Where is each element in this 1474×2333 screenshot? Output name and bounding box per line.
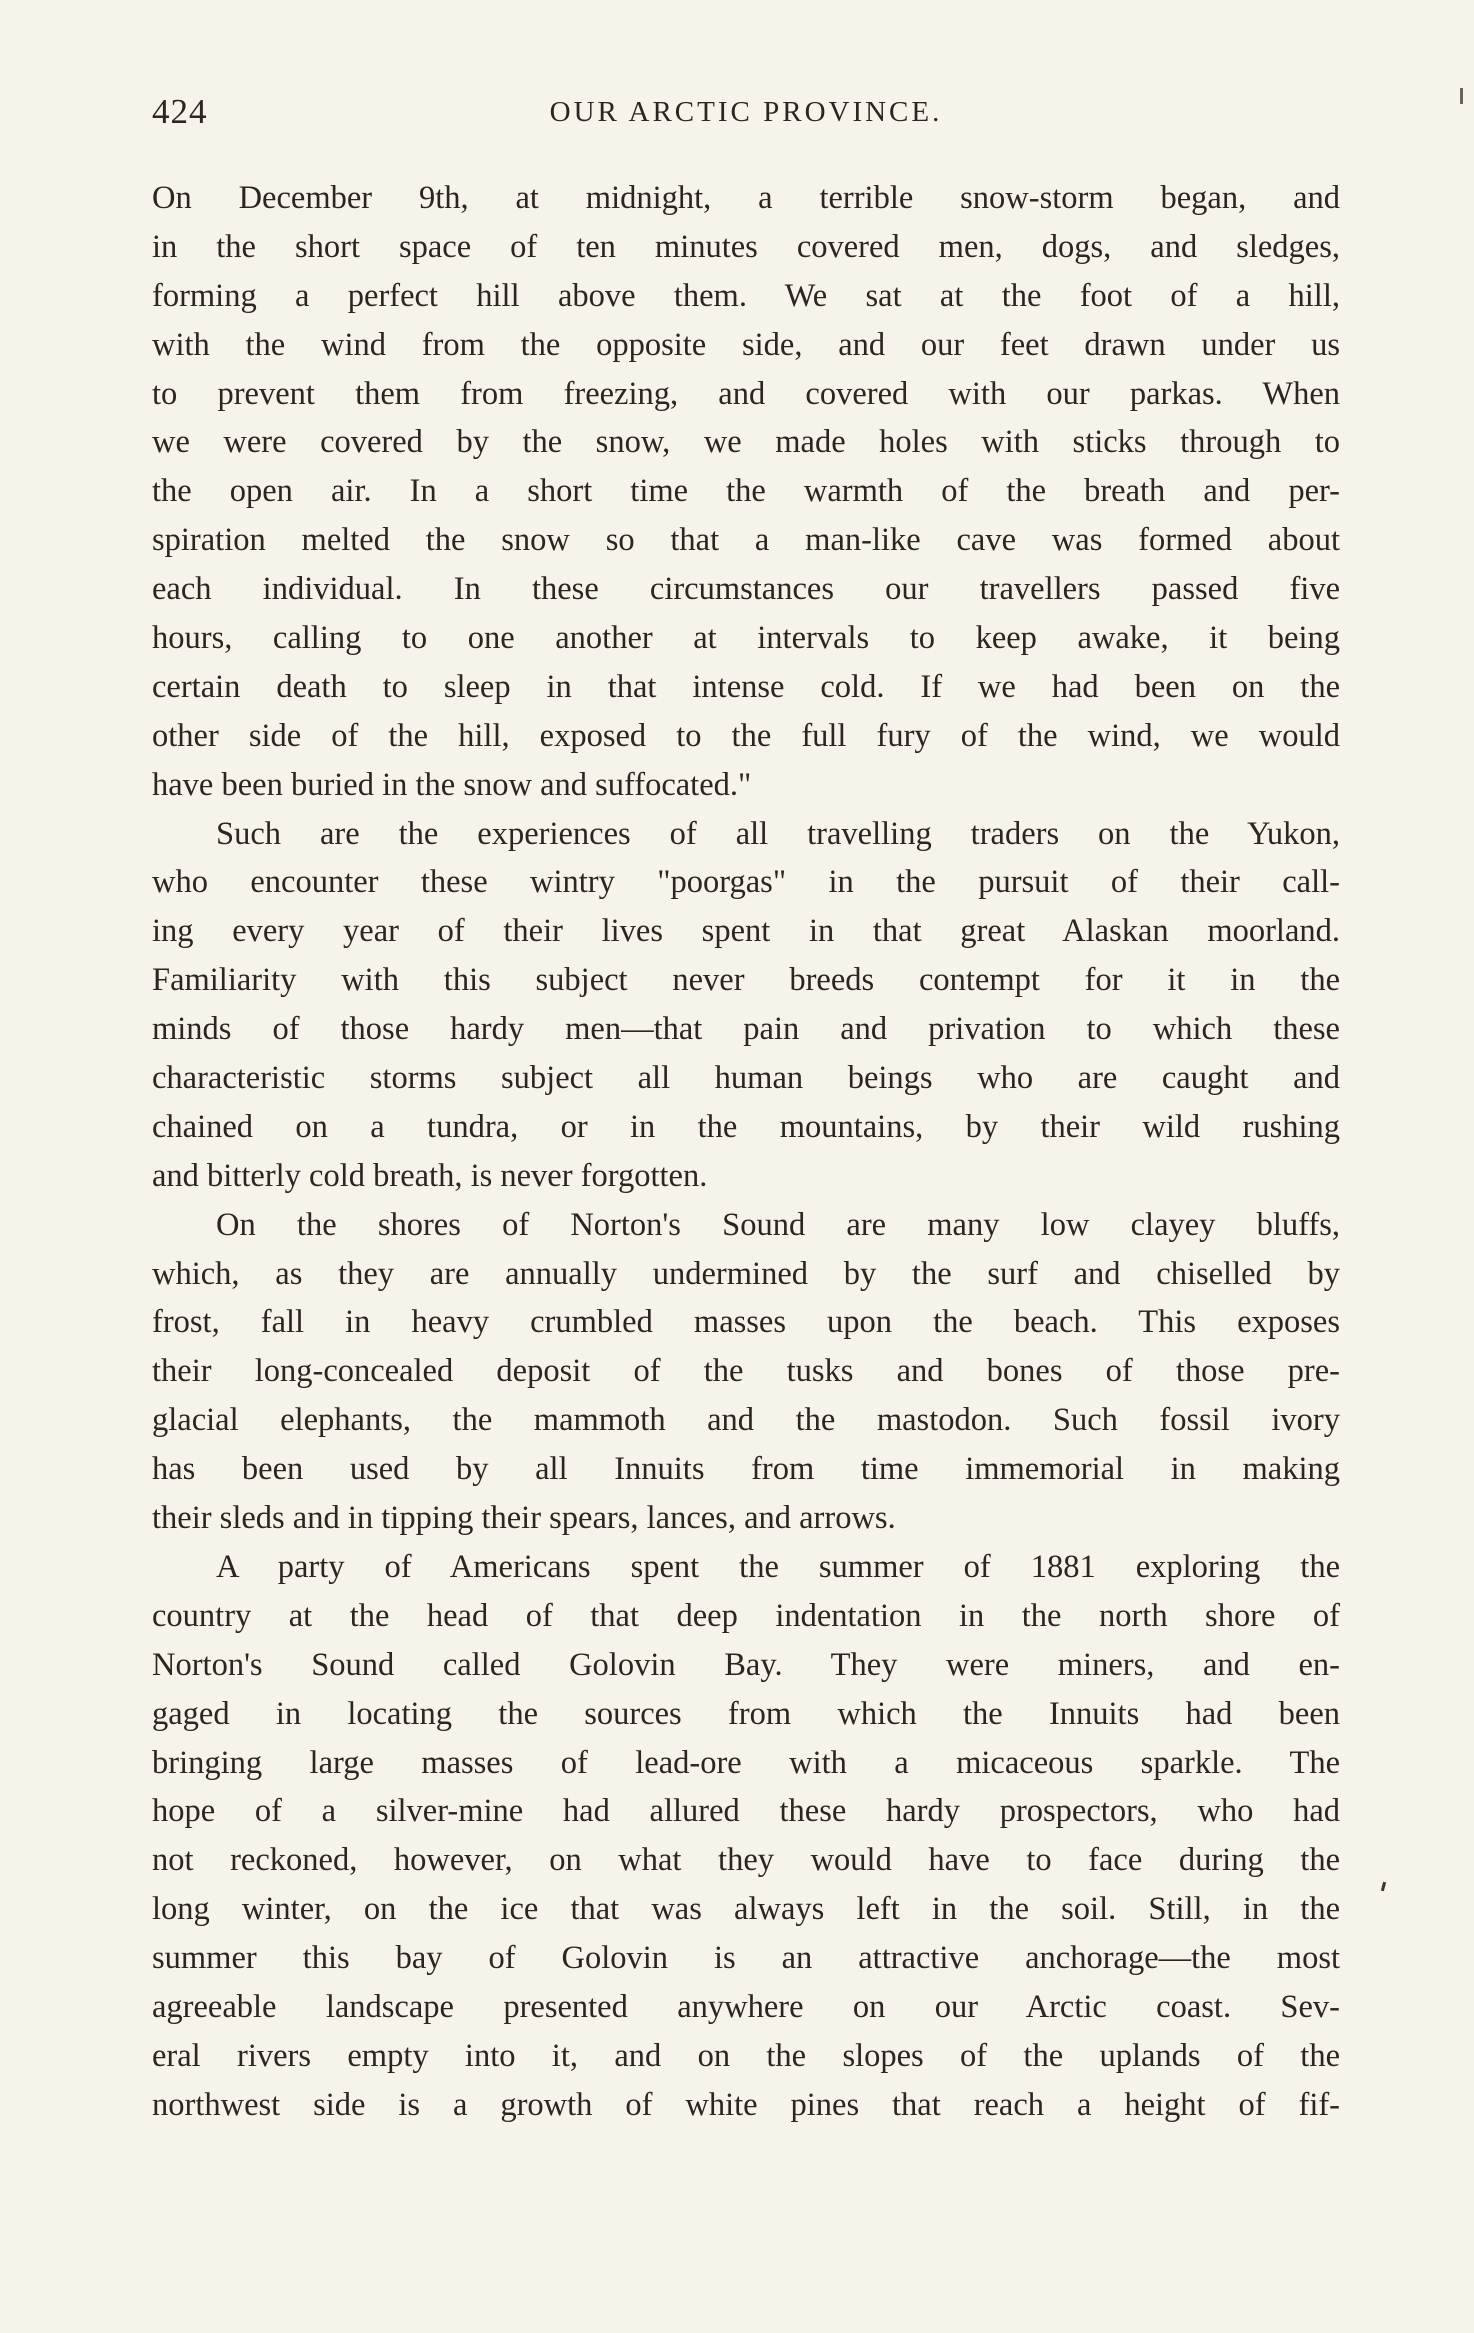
text-line: other side of the hill, exposed to the full fury of the wind, we would	[152, 717, 1340, 754]
page-header	[152, 92, 1340, 140]
text-line: Norton's Sound called Golovin Bay. They were miners, and en-	[152, 1646, 1340, 1683]
text-line: to prevent them from freezing, and covered with our parkas. When	[152, 375, 1340, 412]
text-line: forming a perfect hill above them. We sat at the foot of a hill,	[152, 277, 1340, 314]
stray-ink-mark	[1381, 1882, 1386, 1891]
text-line: bringing large masses of lead-ore with a micaceous sparkle. The	[152, 1744, 1340, 1781]
running-title: OUR ARCTIC PROVINCE.	[549, 96, 943, 128]
text-line: northwest side is a growth of white pines that reach a height of fif-	[152, 2086, 1340, 2123]
paragraph	[152, 174, 1340, 810]
text-line: ing every year of their lives spent in that great Alaskan moorland.	[152, 913, 1340, 950]
text-line: we were covered by the snow, we made holes with sticks through to	[152, 424, 1340, 461]
text-line: certain death to sleep in that intense cold. If we had been on the	[152, 668, 1340, 705]
text-line: in the short space of ten minutes covered men, dogs, and sledges,	[152, 228, 1340, 265]
page-edge-mark	[1460, 88, 1463, 104]
paragraph	[152, 810, 1340, 1201]
text-line: gaged in locating the sources from which the Innuits had been	[152, 1695, 1340, 1732]
text-line: and bitterly cold breath, is never forgotten.	[152, 1157, 708, 1194]
paragraph	[152, 1201, 1340, 1543]
text-line: long winter, on the ice that was always left in the soil. Still, in the	[152, 1891, 1340, 1928]
text-line: summer this bay of Golovin is an attractive anchorage—the most	[152, 1940, 1340, 1977]
text-line: their long-concealed deposit of the tusks and bones of those pre-	[152, 1353, 1340, 1390]
text-line: spiration melted the snow so that a man-like cave was formed about	[152, 522, 1340, 559]
text-line: On the shores of Norton's Sound are many low clayey bluffs,	[216, 1206, 1340, 1243]
text-line: their sleds and in tipping their spears, lances, and arrows.	[152, 1500, 896, 1537]
text-line: minds of those hardy men—that pain and privation to which these	[152, 1011, 1340, 1048]
text-line: not reckoned, however, on what they would have to face during the	[152, 1842, 1340, 1879]
text-line: frost, fall in heavy crumbled masses upon the beach. This exposes	[152, 1304, 1340, 1341]
text-line: A party of Americans spent the summer of 1881 exploring the	[216, 1548, 1340, 1585]
text-line: country at the head of that deep indentation in the north shore of	[152, 1597, 1340, 1634]
text-line: eral rivers empty into it, and on the slopes of the uplands of the	[152, 2037, 1340, 2074]
text-line: each individual. In these circumstances our travellers passed five	[152, 571, 1340, 608]
text-line: the open air. In a short time the warmth of the breath and per-	[152, 473, 1340, 510]
text-line: which, as they are annually undermined by the surf and chiselled by	[152, 1255, 1340, 1292]
paragraph	[152, 1543, 1340, 2130]
text-line: hope of a silver-mine had allured these hardy prospectors, who had	[152, 1793, 1340, 1830]
text-line: have been buried in the snow and suffocated."	[152, 766, 752, 803]
text-line: glacial elephants, the mammoth and the mastodon. Such fossil ivory	[152, 1402, 1340, 1439]
text-line: agreeable landscape presented anywhere on our Arctic coast. Sev-	[152, 1988, 1340, 2025]
text-line: Such are the experiences of all travelling traders on the Yukon,	[216, 815, 1340, 852]
body-text	[152, 174, 1340, 2130]
text-line: with the wind from the opposite side, and our feet drawn under us	[152, 326, 1340, 363]
text-line: characteristic storms subject all human beings who are caught and	[152, 1060, 1340, 1097]
text-line: chained on a tundra, or in the mountains, by their wild rushing	[152, 1108, 1340, 1145]
text-line: On December 9th, at midnight, a terrible snow-storm began, and	[152, 180, 1340, 216]
text-line: who encounter these wintry "poorgas" in the pursuit of their call-	[152, 864, 1340, 901]
page-number: 424	[152, 92, 208, 131]
text-line: Familiarity with this subject never breeds contempt for it in the	[152, 962, 1340, 999]
text-line: has been used by all Innuits from time immemorial in making	[152, 1451, 1340, 1488]
text-line: hours, calling to one another at intervals to keep awake, it being	[152, 620, 1340, 657]
